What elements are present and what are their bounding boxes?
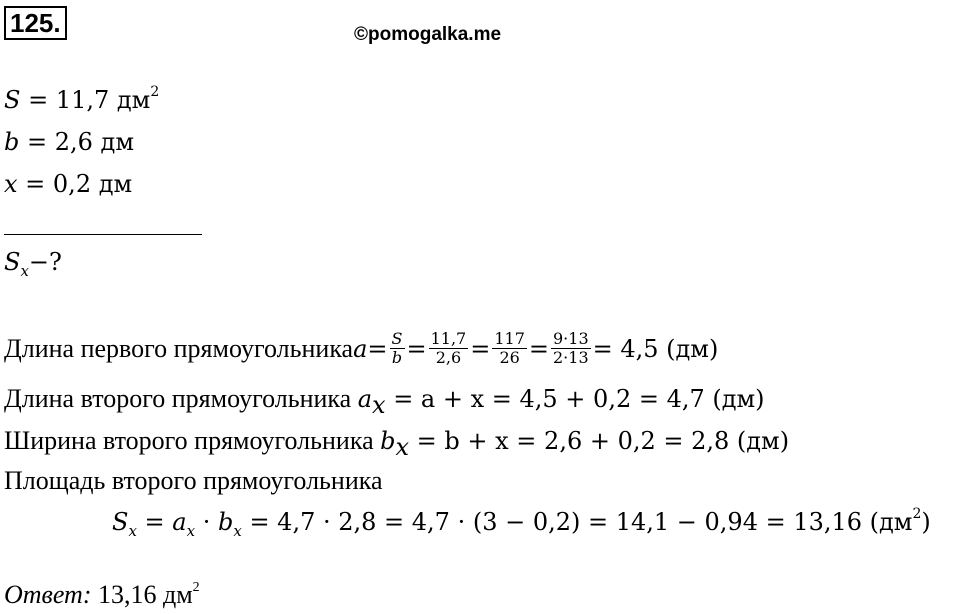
solution-var: b [217, 508, 234, 536]
fraction-integer: $\frac{117}{26}$ [494, 329, 525, 367]
find-rest: −? [28, 248, 62, 276]
eq-sign: = [528, 334, 549, 363]
fraction-decimal: $\frac{11,7}{2,6}$ [430, 329, 467, 367]
solution-label: Длина второго прямоугольника [4, 384, 358, 413]
solution-var: a [353, 334, 368, 363]
find-var: S [4, 248, 21, 276]
solution-label: Ширина второго прямоугольника [4, 426, 381, 455]
given-value: = 11,7 дм [20, 86, 151, 114]
solution-result: = 4,5 (дм) [592, 334, 719, 363]
solution-line-5 [112, 506, 931, 540]
given-value: = 2,6 дм [19, 128, 134, 156]
solution-var: S [112, 508, 129, 536]
answer-label: Ответ: [4, 580, 92, 609]
given-var: x [4, 170, 18, 198]
given-value: = 0,2 дм [17, 170, 133, 198]
solution-expression: = b + x = 2,6 + 0,2 = 2,8 (дм) [409, 427, 790, 455]
fraction-factored: $\frac{9\cdot 13}{2\cdot 13}$ [553, 329, 589, 367]
eq-sign: = [136, 508, 173, 536]
solution-line-2 [4, 384, 765, 419]
answer-value: 13,16 дм [91, 580, 193, 609]
find-sub: x [20, 262, 29, 280]
given-var: S [4, 86, 21, 114]
solution-sub: x [186, 522, 196, 540]
task-number: 125. [4, 6, 67, 40]
solution-var: a [172, 508, 187, 536]
given-divider [4, 234, 202, 235]
solution-var: a [357, 385, 373, 413]
answer-line [4, 580, 200, 610]
given-side-b [4, 128, 134, 156]
solution-var: b [380, 427, 396, 455]
eq-sign: = [367, 334, 388, 363]
given-var: b [4, 128, 20, 156]
given-increment-x [4, 170, 132, 198]
solution-line-1 [4, 330, 718, 367]
closing-paren: ) [921, 508, 931, 536]
solution-sub: x [372, 391, 386, 419]
given-area [4, 86, 159, 114]
given-sup: 2 [150, 84, 160, 100]
solution-label: Площадь второго прямоугольника [4, 466, 383, 495]
solution-line-3 [4, 426, 790, 461]
solution-expression: = 4,7 · 2,8 = 4,7 · (3 − 0,2) = 14,1 − 0,94 = 13,16 (дм [241, 508, 913, 536]
solution-line-4 [4, 466, 383, 496]
fraction-s-over-b: $\frac{S}{b}$ [391, 329, 403, 367]
eq-sign: = [406, 334, 427, 363]
dot-sign: · [195, 508, 218, 536]
solution-sup: 2 [912, 506, 922, 522]
solution-expression: = a + x = 4,5 + 0,2 = 4,7 (дм) [385, 385, 765, 413]
watermark: ©pomogalka.me [354, 24, 502, 45]
eq-sign: = [470, 334, 491, 363]
solution-label: Длина первого прямоугольника [4, 333, 354, 363]
answer-sup: 2 [192, 580, 200, 595]
solution-sub: x [128, 522, 137, 540]
find-line [4, 248, 62, 280]
solution-sub: x [233, 522, 242, 540]
solution-sub: x [395, 433, 410, 461]
